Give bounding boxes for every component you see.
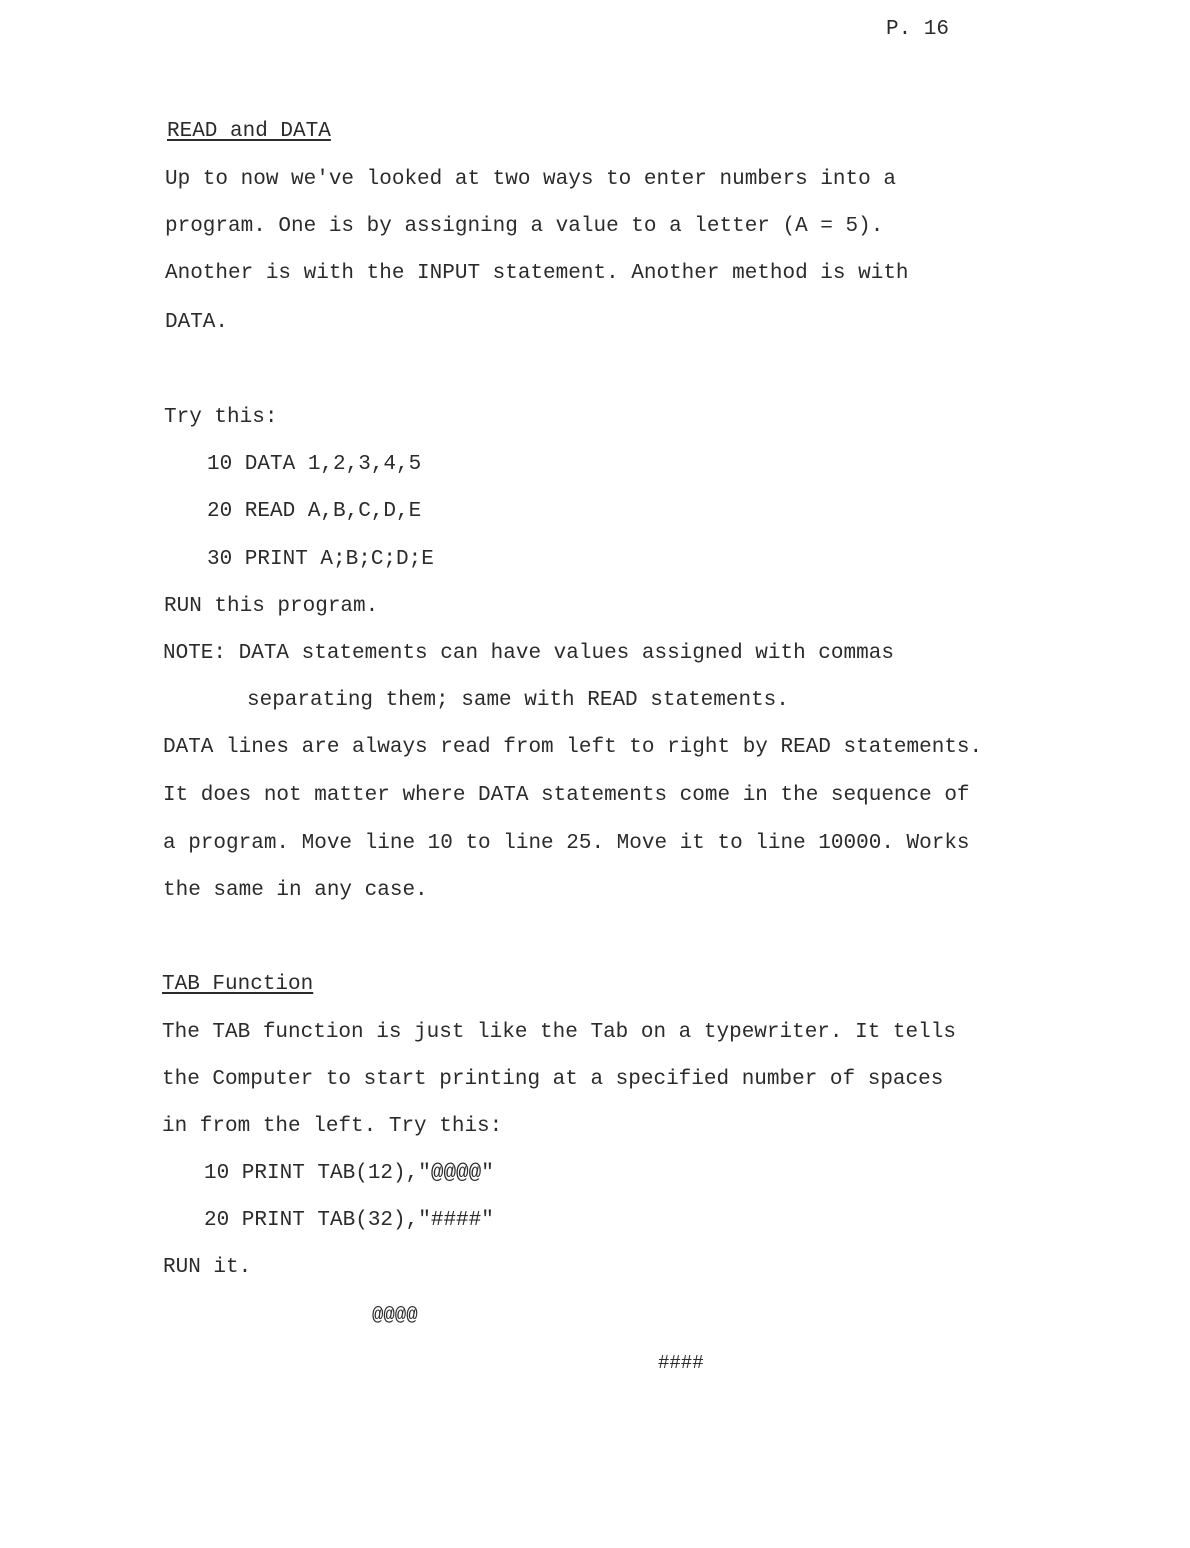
section-heading-tab-function: TAB Function — [162, 973, 314, 996]
code-line: 20 READ A,B,C,D,E — [207, 500, 422, 523]
body-line: It does not matter where DATA statements come in the sequence of — [163, 784, 970, 807]
body-line: DATA lines are always read from left to right by READ statements. — [163, 736, 983, 759]
code-line: 10 PRINT TAB(12),"@@@@" — [204, 1162, 494, 1185]
output-line: @@@@ — [372, 1304, 418, 1326]
run-instruction: RUN it. — [163, 1256, 252, 1279]
body-line: a program. Move line 10 to line 25. Move it to line 10000. Works — [163, 832, 970, 855]
note-line: separating them; same with READ statements. — [247, 689, 789, 712]
intro-line: Another is with the INPUT statement. Another method is with — [165, 262, 909, 285]
section-heading-read-data: READ and DATA — [167, 120, 331, 143]
body-line: in from the left. Try this: — [162, 1115, 503, 1138]
run-instruction: RUN this program. — [164, 595, 379, 618]
code-line: 20 PRINT TAB(32),"####" — [204, 1209, 494, 1232]
code-line: 10 DATA 1,2,3,4,5 — [207, 453, 422, 476]
try-this-label: Try this: — [164, 406, 278, 429]
intro-line: DATA. — [165, 311, 229, 334]
body-line: the Computer to start printing at a specified number of spaces — [162, 1068, 944, 1091]
body-line: The TAB function is just like the Tab on a typewriter. It tells — [162, 1021, 956, 1044]
page-number: P. 16 — [886, 18, 950, 41]
intro-line: program. One is by assigning a value to a letter (A = 5). — [165, 215, 884, 238]
code-line: 30 PRINT A;B;C;D;E — [207, 548, 434, 571]
output-line: #### — [658, 1352, 704, 1374]
body-line: the same in any case. — [163, 879, 428, 902]
intro-line: Up to now we've looked at two ways to enter numbers into a — [165, 168, 896, 191]
note-line: NOTE: DATA statements can have values assigned with commas — [163, 642, 894, 665]
